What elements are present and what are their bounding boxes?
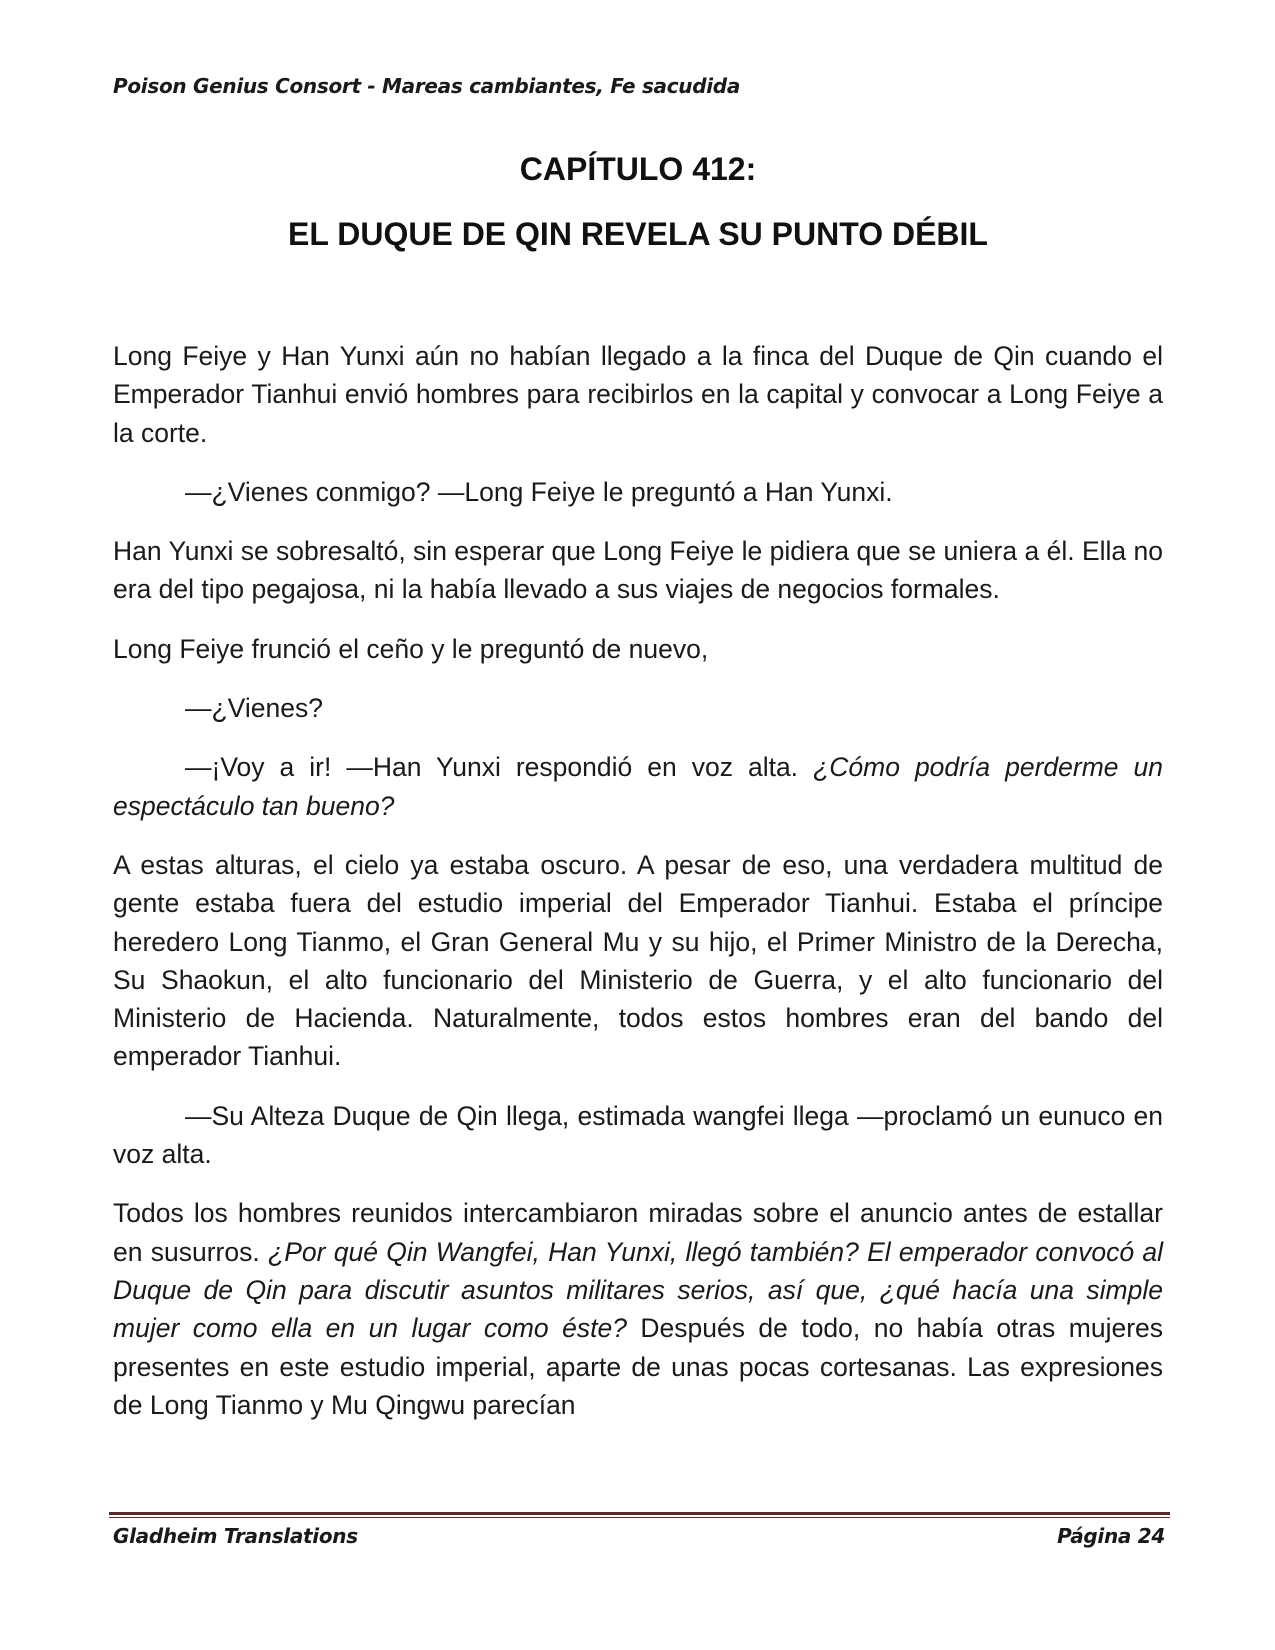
body-paragraph bbox=[113, 532, 1163, 609]
paragraph-text: Long Feiye frunció el ceño y le preguntó de nuevo, bbox=[113, 633, 709, 664]
running-header: Poison Genius Consort - Mareas cambiantes, Fe sacudida bbox=[113, 74, 741, 98]
paragraph-text: —Su Alteza Duque de Qin llega, estimada wangfei llega —proclamó un eunuco en voz alta. bbox=[113, 1100, 1163, 1170]
paragraph-text: Todos los hombres reunidos intercambiaron miradas sobre el anuncio antes de estallar en susurros. bbox=[113, 1198, 1163, 1267]
italic-thought: ¿Por qué Qin Wangfei, Han Yunxi, llegó también? El emperador convocó al Duque de Qin para discutir asuntos militares serios, así que, ¿qué hacía una simple mujer como ella en un lugar como éste? bbox=[113, 1236, 1163, 1344]
chapter-number: CAPÍTULO 412: bbox=[519, 151, 757, 187]
body-paragraph bbox=[113, 846, 1163, 1076]
footer-divider bbox=[109, 1512, 1170, 1518]
paragraph-text: Long Feiye y Han Yunxi aún no habían llegado a la finca del Duque de Qin cuando el Emperador Tianhui envió hombres para recibirlos en la capital y convocar a Long Feiye a la corte. bbox=[113, 341, 1163, 448]
paragraph-text: Han Yunxi se sobresaltó, sin esperar que Long Feiye le pidiera que se uniera a él. Ella no era del tipo pegajosa, ni la había llevado a sus viajes de negocios formales. bbox=[113, 536, 1163, 605]
footer-page-number: Página 24 bbox=[1057, 1524, 1165, 1548]
paragraph-text: —¿Vienes? bbox=[185, 693, 323, 724]
chapter-body bbox=[113, 337, 1163, 1445]
body-paragraph bbox=[113, 689, 1163, 727]
paragraph-text: Después de todo, no había otras mujeres presentes en este estudio imperial, aparte de unas pocas cortesanas. Las expresiones de Long Tianmo y Mu Qingwu parecían bbox=[113, 1313, 1164, 1420]
italic-thought: ¿Cómo podría perderme un espectáculo tan bueno? bbox=[113, 752, 1163, 821]
body-paragraph bbox=[113, 1194, 1163, 1424]
footer-translator: Gladheim Translations bbox=[113, 1524, 358, 1548]
body-paragraph bbox=[113, 630, 1163, 668]
chapter-title: EL DUQUE DE QIN REVELA SU PUNTO DÉBIL bbox=[288, 216, 988, 252]
body-paragraph bbox=[113, 473, 1163, 511]
body-paragraph bbox=[113, 1097, 1163, 1174]
paragraph-text: —¡Voy a ir! —Han Yunxi respondió en voz alta. bbox=[185, 752, 814, 783]
paragraph-text: —¿Vienes conmigo? —Long Feiye le preguntó a Han Yunxi. bbox=[185, 476, 893, 507]
paragraph-text: A estas alturas, el cielo ya estaba oscuro. A pesar de eso, una verdadera multitud de gente estaba fuera del estudio imperial del Emperador Tianhui. Estaba el príncipe heredero Long Tianmo, el Gran General Mu y su hijo, el Primer Ministro de la Derecha, Su Shaokun, el alto funcionario del Ministerio de Guerra, y el alto funcionario del Ministerio de Hacienda. Naturalmente, todos estos hombres eran del bando del emperador Tianhui. bbox=[113, 849, 1163, 1072]
body-paragraph bbox=[113, 337, 1163, 452]
body-paragraph bbox=[113, 748, 1163, 825]
